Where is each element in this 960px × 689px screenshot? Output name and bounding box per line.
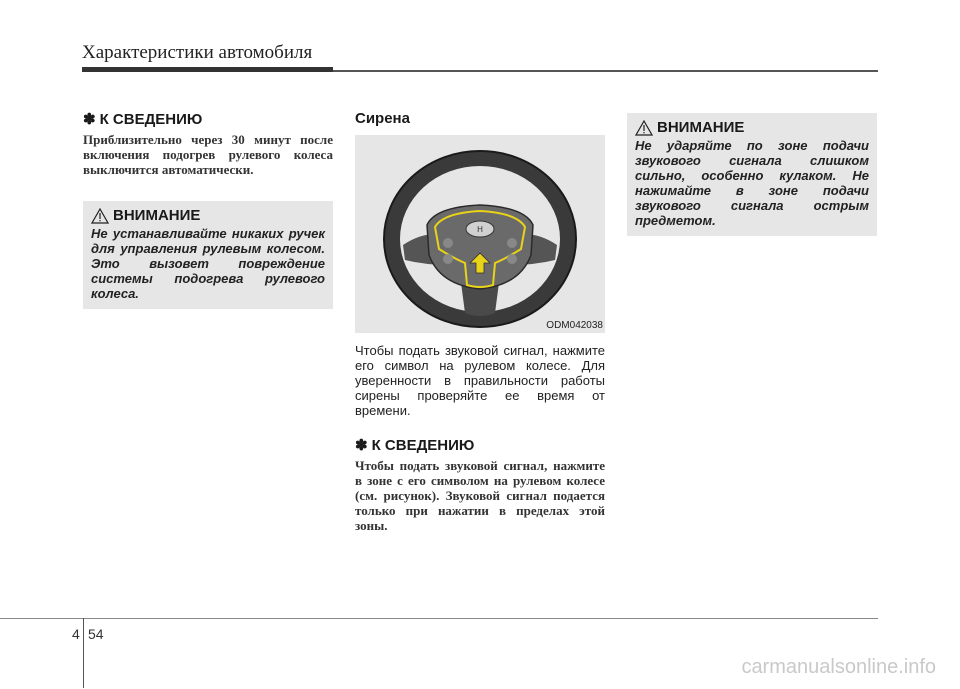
warning-title-label: ВНИМАНИЕ xyxy=(113,207,201,224)
steering-wheel-figure xyxy=(355,135,605,333)
info-heading-label: К СВЕДЕНИЮ xyxy=(99,110,203,128)
info-text: Приблизительно через 30 минут после включения подогрев рулевого колеса выключится автоматически. xyxy=(83,132,333,177)
warning-box xyxy=(83,201,333,309)
watermark: carmanualsonline.info xyxy=(741,656,936,678)
warning-box-2 xyxy=(627,113,877,236)
column-left xyxy=(83,110,333,309)
warning-title-2 xyxy=(635,119,869,136)
info-heading-label: К СВЕДЕНИЮ xyxy=(371,436,475,454)
body-text: Чтобы подать звуковой сигнал, нажмите его символ на рулевом колесе. Для уверенности в правильности работы сирены проверяйте ее время от времени. xyxy=(355,343,605,418)
section-title: Сирена xyxy=(355,110,410,127)
svg-text:H: H xyxy=(477,225,483,234)
warning-text: Не устанавливайте никаких ручек для управления рулевым колесом. Это вызовет повреждение системы подогрева рулевого колеса. xyxy=(91,226,325,301)
footer-divider xyxy=(83,618,84,688)
info-heading xyxy=(83,110,333,128)
page-number: 54 xyxy=(88,626,104,642)
asterisk-icon: ✽ xyxy=(355,437,368,454)
column-middle xyxy=(355,110,605,533)
warning-triangle-icon xyxy=(635,120,653,136)
asterisk-icon: ✽ xyxy=(83,111,96,128)
warning-title xyxy=(91,207,325,224)
header-rule-thick xyxy=(82,67,333,72)
steering-wheel-illustration xyxy=(355,135,605,333)
header-rule xyxy=(333,70,878,72)
warning-title-label: ВНИМАНИЕ xyxy=(657,119,745,136)
footer-rule xyxy=(0,618,878,619)
chapter-number: 4 xyxy=(72,626,80,642)
column-right xyxy=(627,113,877,236)
figure-code: ODM042038 xyxy=(546,320,603,331)
info-text-2: Чтобы подать звуковой сигнал, нажмите в зоне с его символом на рулевом колесе (см. рисунок). Звуковой сигнал подается только при нажатии в пределах этой зоны. xyxy=(355,458,605,533)
warning-text-2: Не ударяйте по зоне подачи звукового сигнала слишком сильно, особенно кулаком. Не нажимайте в зоне подачи звукового сигнала острым предметом. xyxy=(635,138,869,228)
warning-triangle-icon xyxy=(91,208,109,224)
page-header-title: Характеристики автомобиля xyxy=(82,42,313,63)
info-heading-2 xyxy=(355,436,605,454)
